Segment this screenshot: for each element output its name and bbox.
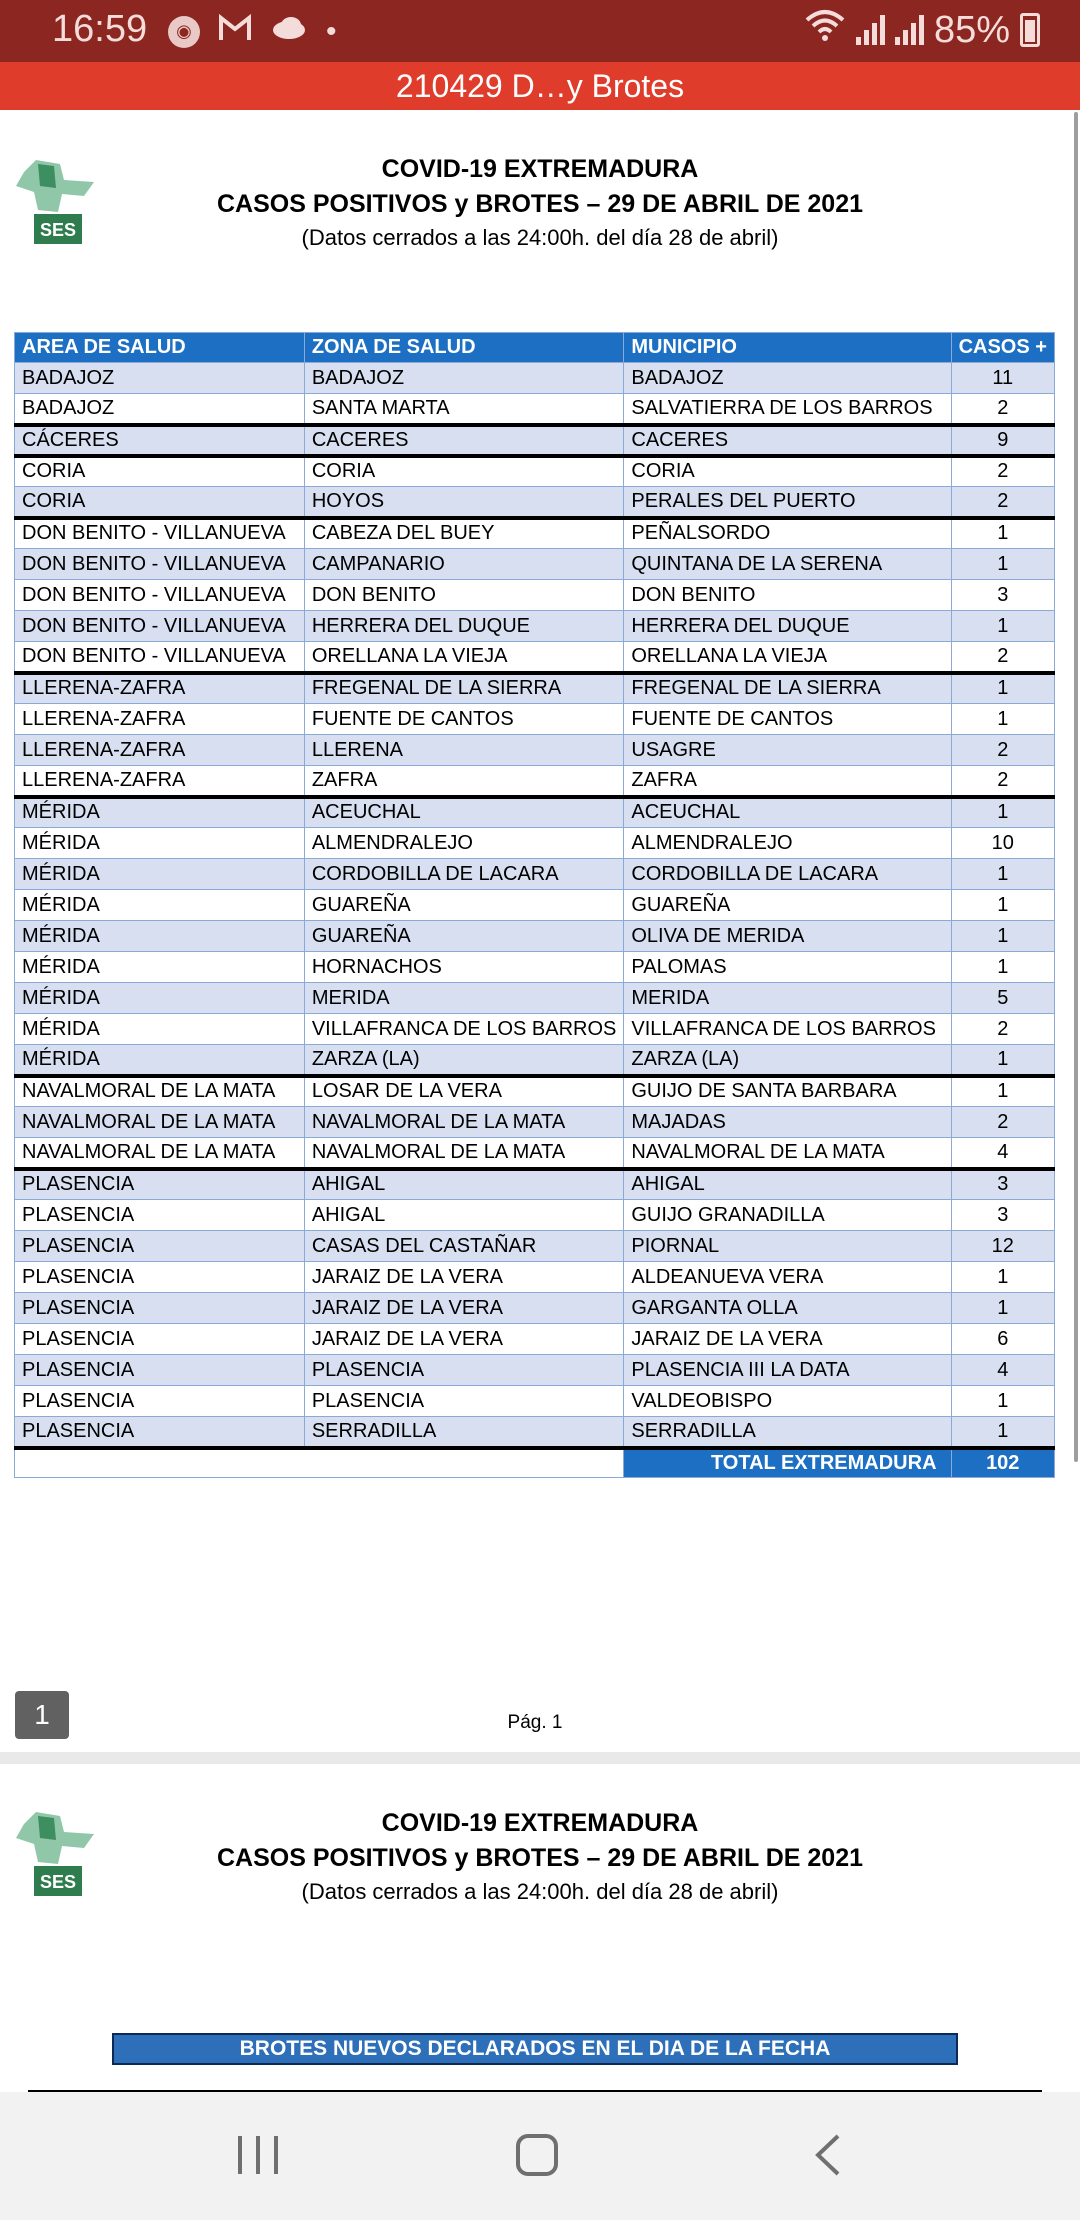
table-cell: FREGENAL DE LA SIERRA: [624, 673, 951, 704]
table-cell: [15, 1448, 624, 1478]
table-cell: ZARZA (LA): [624, 1045, 951, 1076]
table-cell: DON BENITO - VILLANUEVA: [15, 611, 305, 642]
table-cell: 2: [951, 456, 1054, 487]
table-cell: MÉRIDA: [15, 1014, 305, 1045]
table-cell: ALDEANUEVA VERA: [624, 1262, 951, 1293]
table-cell: LLERENA-ZAFRA: [15, 673, 305, 704]
back-icon[interactable]: [808, 2132, 848, 2178]
table-row: [15, 611, 1055, 642]
table-row: [15, 487, 1055, 518]
table-row: [15, 766, 1055, 797]
table-cell: 1: [951, 611, 1054, 642]
table-row: [15, 456, 1055, 487]
table-cell: CORDOBILLA DE LACARA: [304, 859, 624, 890]
table-cell: 1: [951, 921, 1054, 952]
logo-text: SES: [39, 1872, 77, 1892]
table-cell: PLASENCIA: [304, 1355, 624, 1386]
table-cell: MÉRIDA: [15, 828, 305, 859]
page-footer-label: Pág. 1: [507, 1712, 563, 1733]
notification-icons: [168, 14, 337, 49]
signal-icon: [856, 15, 885, 45]
table-cell: PLASENCIA: [15, 1355, 305, 1386]
cloud-icon: [270, 14, 308, 49]
system-icons: [804, 8, 1040, 52]
logo-text: SES: [39, 220, 77, 240]
table-cell: 1: [951, 797, 1054, 828]
table-cell: 2: [951, 1107, 1054, 1138]
table-cell: PLASENCIA: [15, 1200, 305, 1231]
table-cell: ZARZA (LA): [304, 1045, 624, 1076]
table-cell: VILLAFRANCA DE LOS BARROS: [304, 1014, 624, 1045]
table-row: [15, 1293, 1055, 1324]
table-cell: 2: [951, 487, 1054, 518]
navigation-bar: [0, 2092, 1080, 2220]
table-cell: SERRADILLA: [624, 1417, 951, 1448]
table-cell: DON BENITO - VILLANUEVA: [15, 518, 305, 549]
table-cell: 2: [951, 1014, 1054, 1045]
table-cell: CORDOBILLA DE LACARA: [624, 859, 951, 890]
table-row: [15, 828, 1055, 859]
table-cell: NAVALMORAL DE LA MATA: [15, 1138, 305, 1169]
column-header: AREA DE SALUD: [15, 333, 305, 363]
table-header-row: [15, 333, 1055, 363]
table-row: [15, 1417, 1055, 1448]
column-header: CASOS +: [951, 333, 1054, 363]
table-cell: JARAIZ DE LA VERA: [304, 1262, 624, 1293]
table-cell: PLASENCIA: [15, 1293, 305, 1324]
table-cell: 1: [951, 890, 1054, 921]
table-cell: ALMENDRALEJO: [304, 828, 624, 859]
table-cell: 10: [951, 828, 1054, 859]
table-cell: 2: [951, 394, 1054, 425]
table-row: [15, 890, 1055, 921]
table-cell: GUAREÑA: [624, 890, 951, 921]
table-cell: CACERES: [304, 425, 624, 456]
table-cell: 1: [951, 1262, 1054, 1293]
table-row: [15, 1107, 1055, 1138]
table-cell: ACEUCHAL: [624, 797, 951, 828]
table-cell: DON BENITO: [624, 580, 951, 611]
pdf-page-1: [0, 110, 1080, 1752]
page-title: COVID-19 EXTREMADURA: [381, 155, 699, 183]
table-cell: 6: [951, 1324, 1054, 1355]
table-cell: HOYOS: [304, 487, 624, 518]
table-cell: JARAIZ DE LA VERA: [304, 1324, 624, 1355]
table-cell: AHIGAL: [304, 1169, 624, 1200]
table-row: [15, 580, 1055, 611]
table-cell: CORIA: [15, 487, 305, 518]
table-cell: MERIDA: [624, 983, 951, 1014]
table-cell: 1: [951, 1417, 1054, 1448]
wifi-icon: [804, 8, 846, 52]
signal-icon: [895, 15, 924, 45]
table-row: [15, 549, 1055, 580]
table-cell: MÉRIDA: [15, 921, 305, 952]
table-cell: GUAREÑA: [304, 890, 624, 921]
table-cell: 5: [951, 983, 1054, 1014]
table-cell: VALDEOBISPO: [624, 1386, 951, 1417]
table-cell: ACEUCHAL: [304, 797, 624, 828]
page-note: (Datos cerrados a las 24:00h. del día 28 de abril): [301, 1879, 779, 1904]
table-cell: 3: [951, 1200, 1054, 1231]
status-bar: [0, 0, 1080, 62]
table-cell: MÉRIDA: [15, 797, 305, 828]
table-row: [15, 952, 1055, 983]
table-cell: SALVATIERRA DE LOS BARROS: [624, 394, 951, 425]
table-row: [15, 1386, 1055, 1417]
table-cell: CAMPANARIO: [304, 549, 624, 580]
table-cell: ZAFRA: [304, 766, 624, 797]
table-cell: PEÑALSORDO: [624, 518, 951, 549]
table-row: [15, 859, 1055, 890]
page-header: [0, 1806, 1080, 1908]
table-cell: CORIA: [304, 456, 624, 487]
table-cell: PLASENCIA: [15, 1231, 305, 1262]
total-value: 102: [951, 1448, 1054, 1478]
table-cell: 1: [951, 704, 1054, 735]
page-header: [0, 152, 1080, 254]
table-cell: FUENTE DE CANTOS: [624, 704, 951, 735]
page-note: (Datos cerrados a las 24:00h. del día 28 de abril): [301, 225, 779, 250]
table-cell: GUAREÑA: [304, 921, 624, 952]
table-cell: 2: [951, 735, 1054, 766]
table-cell: NAVALMORAL DE LA MATA: [15, 1107, 305, 1138]
document-title-bar[interactable]: 210429 D…y Brotes: [0, 62, 1080, 110]
table-cell: 1: [951, 1076, 1054, 1107]
table-row: [15, 1045, 1055, 1076]
table-cell: PLASENCIA: [15, 1262, 305, 1293]
table-cell: MÉRIDA: [15, 983, 305, 1014]
table-row: [15, 425, 1055, 456]
total-row: [15, 1448, 1055, 1478]
notification-circle-icon: ◉: [168, 16, 200, 48]
table-cell: 4: [951, 1138, 1054, 1169]
table-cell: SERRADILLA: [304, 1417, 624, 1448]
table-row: [15, 1200, 1055, 1231]
table-row: [15, 735, 1055, 766]
table-cell: 12: [951, 1231, 1054, 1262]
table-cell: GUIJO DE SANTA BARBARA: [624, 1076, 951, 1107]
table-cell: GARGANTA OLLA: [624, 1293, 951, 1324]
table-cell: LLERENA-ZAFRA: [15, 766, 305, 797]
table-cell: 1: [951, 1386, 1054, 1417]
table-cell: 2: [951, 766, 1054, 797]
table-cell: PERALES DEL PUERTO: [624, 487, 951, 518]
table-cell: 1: [951, 549, 1054, 580]
table-cell: MÉRIDA: [15, 952, 305, 983]
table-row: [15, 983, 1055, 1014]
pdf-page-2: [0, 1764, 1080, 2092]
table-cell: MÉRIDA: [15, 890, 305, 921]
table-cell: 1: [951, 518, 1054, 549]
table-row: [15, 1231, 1055, 1262]
table-cell: JARAIZ DE LA VERA: [624, 1324, 951, 1355]
table-cell: 1: [951, 1293, 1054, 1324]
table-row: [15, 1138, 1055, 1169]
home-icon[interactable]: [516, 2134, 558, 2176]
table-cell: MAJADAS: [624, 1107, 951, 1138]
page-number-badge[interactable]: 1: [15, 1691, 69, 1739]
table-cell: PIORNAL: [624, 1231, 951, 1262]
column-header: ZONA DE SALUD: [304, 333, 624, 363]
page-title: COVID-19 EXTREMADURA: [381, 1809, 699, 1837]
casos-table: [14, 332, 1055, 1478]
table-cell: MERIDA: [304, 983, 624, 1014]
table-cell: ZAFRA: [624, 766, 951, 797]
table-cell: AHIGAL: [624, 1169, 951, 1200]
table-row: [15, 1355, 1055, 1386]
battery-icon: [1020, 13, 1040, 47]
table-cell: CORIA: [624, 456, 951, 487]
table-cell: CACERES: [624, 425, 951, 456]
table-cell: 4: [951, 1355, 1054, 1386]
table-cell: DON BENITO: [304, 580, 624, 611]
table-cell: 9: [951, 425, 1054, 456]
table-cell: 1: [951, 673, 1054, 704]
table-cell: PLASENCIA: [15, 1417, 305, 1448]
table-row: [15, 1324, 1055, 1355]
table-cell: BADAJOZ: [624, 363, 951, 394]
table-cell: 2: [951, 642, 1054, 673]
table-row: [15, 921, 1055, 952]
table-cell: OLIVA DE MERIDA: [624, 921, 951, 952]
table-row: [15, 394, 1055, 425]
table-cell: JARAIZ DE LA VERA: [304, 1293, 624, 1324]
table-cell: PLASENCIA III LA DATA: [624, 1355, 951, 1386]
table-row: [15, 1262, 1055, 1293]
column-header: MUNICIPIO: [624, 333, 951, 363]
table-cell: ORELLANA LA VIEJA: [624, 642, 951, 673]
table-cell: FUENTE DE CANTOS: [304, 704, 624, 735]
table-cell: ORELLANA LA VIEJA: [304, 642, 624, 673]
table-cell: SANTA MARTA: [304, 394, 624, 425]
recents-icon[interactable]: [238, 2136, 278, 2174]
table-cell: HORNACHOS: [304, 952, 624, 983]
table-row: [15, 1014, 1055, 1045]
table-cell: PLASENCIA: [15, 1169, 305, 1200]
brotes-section-header: BROTES NUEVOS DECLARADOS EN EL DIA DE LA FECHA: [112, 2033, 958, 2065]
table-cell: QUINTANA DE LA SERENA: [624, 549, 951, 580]
table-cell: MÉRIDA: [15, 859, 305, 890]
table-cell: NAVALMORAL DE LA MATA: [304, 1138, 624, 1169]
table-cell: USAGRE: [624, 735, 951, 766]
gmail-icon: [218, 14, 252, 49]
status-time: 16:59: [52, 8, 148, 50]
dot-icon: •: [326, 14, 337, 48]
table-cell: NAVALMORAL DE LA MATA: [624, 1138, 951, 1169]
table-cell: AHIGAL: [304, 1200, 624, 1231]
page-divider: [0, 1752, 1080, 1764]
table-cell: DON BENITO - VILLANUEVA: [15, 642, 305, 673]
table-cell: 1: [951, 1045, 1054, 1076]
table-row: [15, 673, 1055, 704]
table-cell: 3: [951, 1169, 1054, 1200]
battery-percent: 85%: [933, 8, 1010, 51]
table-cell: HERRERA DEL DUQUE: [624, 611, 951, 642]
table-cell: 1: [951, 952, 1054, 983]
table-cell: 3: [951, 580, 1054, 611]
table-cell: CORIA: [15, 456, 305, 487]
page-subtitle: CASOS POSITIVOS y BROTES – 29 DE ABRIL DE 2021: [216, 1844, 864, 1872]
table-cell: PLASENCIA: [304, 1386, 624, 1417]
table-cell: CABEZA DEL BUEY: [304, 518, 624, 549]
table-cell: FREGENAL DE LA SIERRA: [304, 673, 624, 704]
table-cell: 11: [951, 363, 1054, 394]
table-row: [15, 518, 1055, 549]
table-row: [15, 1169, 1055, 1200]
table-row: [15, 1076, 1055, 1107]
table-cell: DON BENITO - VILLANUEVA: [15, 549, 305, 580]
table-cell: LLERENA-ZAFRA: [15, 704, 305, 735]
table-cell: PLASENCIA: [15, 1324, 305, 1355]
table-cell: PLASENCIA: [15, 1386, 305, 1417]
scrollbar[interactable]: [1074, 112, 1078, 1462]
table-row: [15, 642, 1055, 673]
table-cell: NAVALMORAL DE LA MATA: [304, 1107, 624, 1138]
table-cell: GUIJO GRANADILLA: [624, 1200, 951, 1231]
table-row: [15, 704, 1055, 735]
table-row: [15, 797, 1055, 828]
table-cell: 1: [951, 859, 1054, 890]
table-cell: LLERENA: [304, 735, 624, 766]
table-row: [15, 363, 1055, 394]
table-cell: LOSAR DE LA VERA: [304, 1076, 624, 1107]
table-cell: BADAJOZ: [15, 363, 305, 394]
table-cell: BADAJOZ: [15, 394, 305, 425]
table-cell: CASAS DEL CASTAÑAR: [304, 1231, 624, 1262]
table-cell: NAVALMORAL DE LA MATA: [15, 1076, 305, 1107]
table-cell: MÉRIDA: [15, 1045, 305, 1076]
table-cell: CÁCERES: [15, 425, 305, 456]
table-cell: ALMENDRALEJO: [624, 828, 951, 859]
table-cell: VILLAFRANCA DE LOS BARROS: [624, 1014, 951, 1045]
table-cell: LLERENA-ZAFRA: [15, 735, 305, 766]
page-subtitle: CASOS POSITIVOS y BROTES – 29 DE ABRIL DE 2021: [216, 190, 864, 218]
table-cell: PALOMAS: [624, 952, 951, 983]
table-cell: HERRERA DEL DUQUE: [304, 611, 624, 642]
total-label: TOTAL EXTREMADURA: [624, 1448, 951, 1478]
table-cell: BADAJOZ: [304, 363, 624, 394]
table-cell: DON BENITO - VILLANUEVA: [15, 580, 305, 611]
